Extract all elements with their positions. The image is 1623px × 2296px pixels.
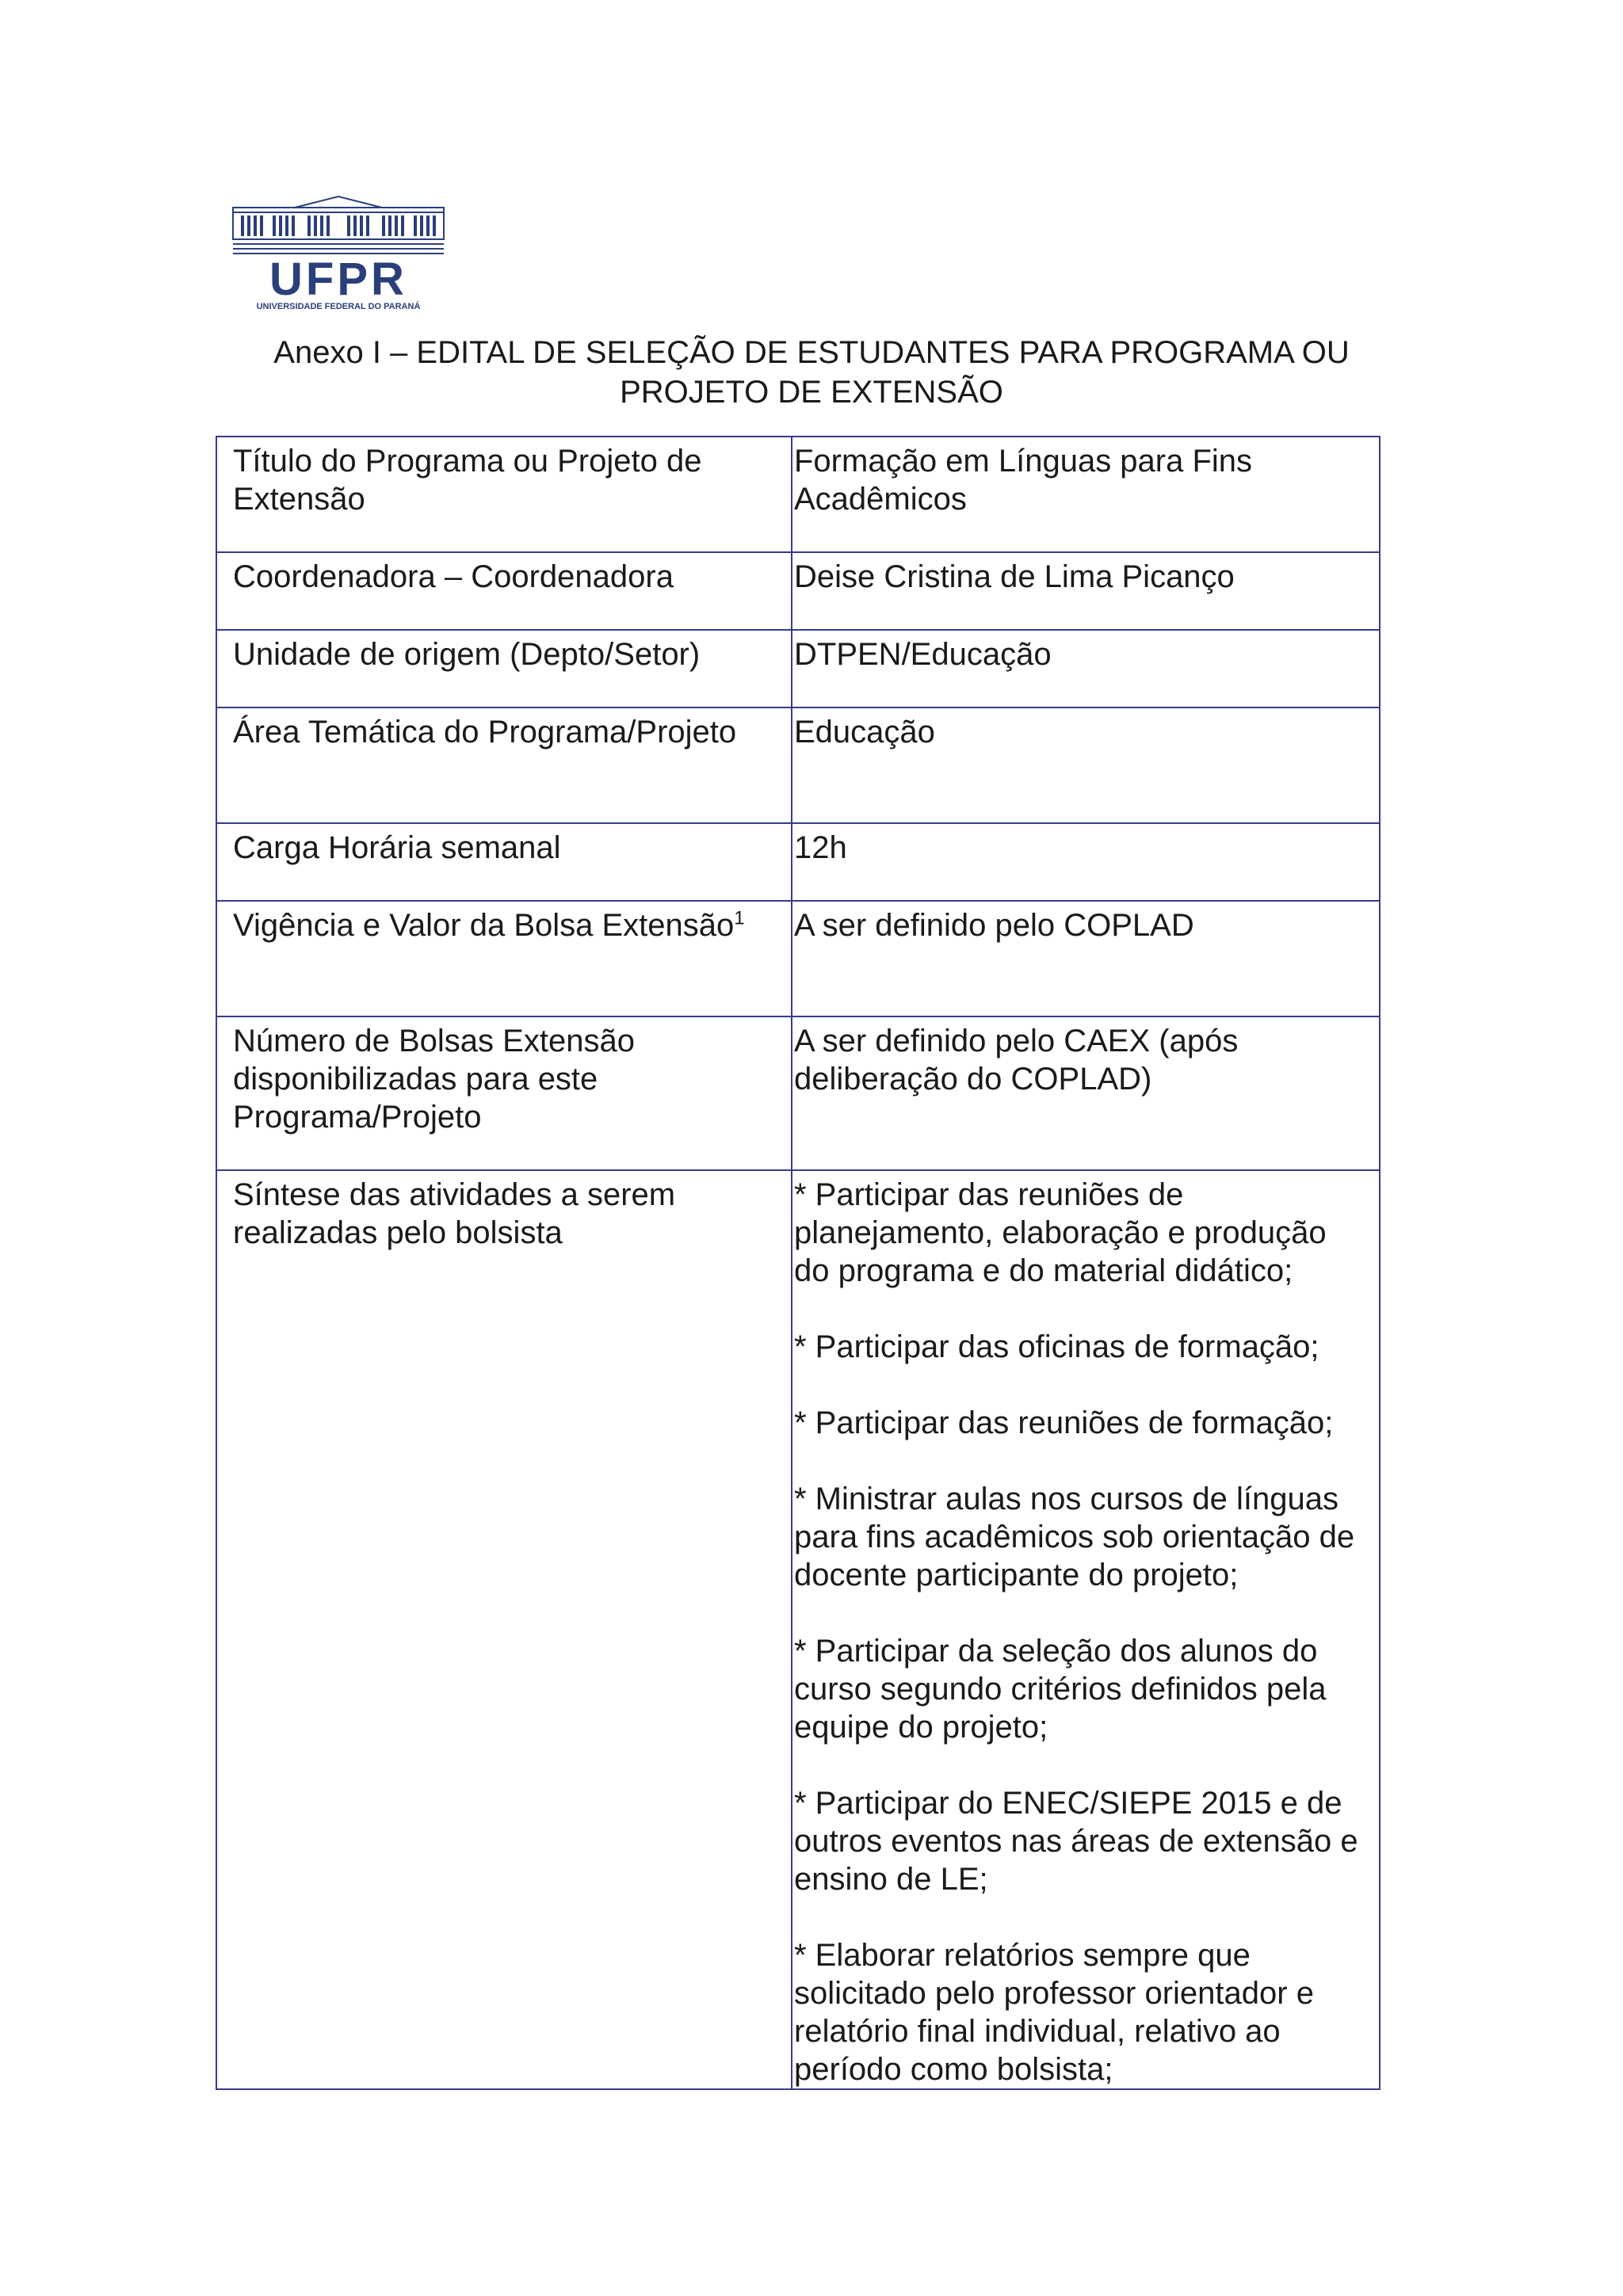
table-row bbox=[216, 901, 1380, 1016]
title-line-1: Anexo I – EDITAL DE SELEÇÃO DE ESTUDANTES PARA PROGRAMA OU bbox=[273, 335, 1350, 370]
label-thematic-area: Área Temática do Programa/Projeto bbox=[216, 707, 792, 823]
table-row bbox=[216, 552, 1380, 630]
value-validity: A ser definido pelo COPLAD bbox=[792, 901, 1380, 1016]
label-activities: Síntese das atividades a serem realizadas pelo bolsista bbox=[216, 1170, 792, 2089]
value-program-title: Formação em Línguas para Fins Acadêmicos bbox=[792, 437, 1380, 552]
value-weekly-hours: 12h bbox=[792, 823, 1380, 901]
activity-item: * Participar das reuniões de planejamento, elaboração e produção do programa e do material didático; bbox=[794, 1177, 1327, 1288]
project-info-table bbox=[216, 436, 1381, 2090]
ufpr-logo bbox=[231, 193, 445, 312]
table-row bbox=[216, 437, 1380, 552]
label-origin-unit: Unidade de origem (Depto/Setor) bbox=[216, 630, 792, 707]
activities-list bbox=[792, 1170, 1380, 2089]
value-coordinator: Deise Cristina de Lima Picanço bbox=[792, 552, 1380, 630]
table-row bbox=[216, 1016, 1380, 1170]
activity-item: * Participar das reuniões de formação; bbox=[794, 1405, 1334, 1440]
footnote-marker: 1 bbox=[734, 907, 745, 929]
svg-text:UFPR: UFPR bbox=[269, 254, 407, 305]
title-line-2: PROJETO DE EXTENSÃO bbox=[620, 375, 1003, 410]
activity-item: * Ministrar aulas nos cursos de línguas para fins acadêmicos sob orientação de docente participante do projeto; bbox=[794, 1482, 1355, 1592]
activity-item: * Elaborar relatórios sempre que solicitado pelo professor orientador e relatório final individual, relativo ao período como bolsista; bbox=[794, 1938, 1314, 2087]
activity-item: * Participar da seleção dos alunos do curso segundo critérios definidos pela equipe do projeto; bbox=[794, 1634, 1327, 1745]
svg-text:UNIVERSIDADE FEDERAL DO PARANÁ: UNIVERSIDADE FEDERAL DO PARANÁ bbox=[256, 302, 421, 311]
table-row bbox=[216, 1170, 1380, 2089]
activity-item: * Participar do ENEC/SIEPE 2015 e de outros eventos nas áreas de extensão e ensino de LE; bbox=[794, 1786, 1358, 1897]
value-thematic-area: Educação bbox=[792, 707, 1380, 823]
label-weekly-hours: Carga Horária semanal bbox=[216, 823, 792, 901]
label-coordinator: Coordenadora – Coordenadora bbox=[216, 552, 792, 630]
table-row bbox=[216, 823, 1380, 901]
label-program-title: Título do Programa ou Projeto de Extensão bbox=[216, 437, 792, 552]
value-scholarships: A ser definido pelo CAEX (após deliberação do COPLAD) bbox=[792, 1016, 1380, 1170]
table-row bbox=[216, 707, 1380, 823]
value-origin-unit: DTPEN/Educação bbox=[792, 630, 1380, 707]
document-title bbox=[231, 333, 1392, 412]
label-scholarships: Número de Bolsas Extensão disponibilizadas para este Programa/Projeto bbox=[216, 1016, 792, 1170]
table-row bbox=[216, 630, 1380, 707]
label-validity: Vigência e Valor da Bolsa Extensão$^1$ bbox=[216, 901, 792, 1016]
activity-item: * Participar das oficinas de formação; bbox=[794, 1329, 1319, 1364]
